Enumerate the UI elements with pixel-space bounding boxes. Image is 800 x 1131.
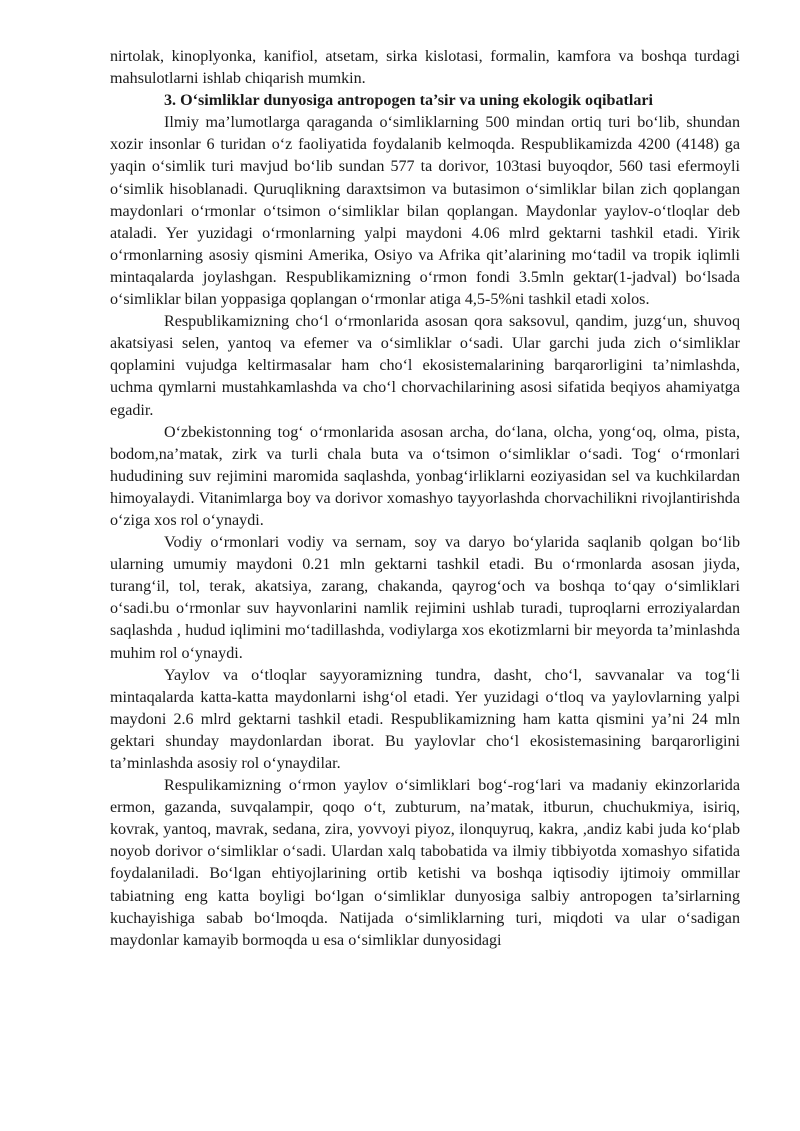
paragraph-pastures-meadows: Yaylov va o‘tloqlar sayyoramizning tundra, dasht, cho‘l, savvanalar va tog‘li mintaqalarda katta-katta maydonlarni ishg‘ol etadi. Yer yuzidagi o‘tloq va yaylovlarning yalpi maydoni 2.6 mlrd gektarni tashkil etadi. Respublikamizning ham katta qismini ya’ni 24 mln gektari shunday maydonlardan iborat. Bu yaylovlar cho‘l ekosistemasining barqarorligini ta’minlashda asosiy rol o‘ynaydilar. [110, 666, 740, 772]
section-heading: 3. O‘simliklar dunyosiga antropogen ta’sir va uning ekologik oqibatlari [164, 92, 654, 110]
paragraph-valley-forests: Vodiy o‘rmonlari vodiy va sernam, soy va daryo bo‘ylarida saqlanib qolgan bo‘lib ularning umumiy maydoni 0.21 mln gektarni tashkil etadi. Bu o‘rmonlarda asosan jiyda, turang‘il, tol, terak, akatsiya, zarang, chakanda, qayrog‘och va boshqa to‘qay o‘simliklari o‘sadi.bu o‘rmonlar suv hayvonlarini namlik rejimini ushlab turadi, tuproqlarni erroziyalardan saqlashda , hudud iqlimini mo‘tadillashda, vodiylarga xos ekotizmlarni bir meyorda ta’minlashda muhim rol o‘ynaydi. [110, 534, 740, 662]
intro-paragraph: nirtolak, kinoplyonka, kanifiol, atsetam, sirka kislotasi, formalin, kamfora va boshqa turdagi mahsulotlarni ishlab chiqarish mumkin. [110, 48, 740, 88]
paragraph-desert-forests: Respublikamizning cho‘l o‘rmonlarida asosan qora saksovul, qandim, juzg‘un, shuvoq akatsiyasi selen, yantoq va efemer va o‘simliklar o‘sadi. Ular garchi juda zich o‘simliklar qoplamini vujudga keltirmasalar ham cho‘l ekosistemalarining barqarorligini ta’nimlashda, uchma qymlarni mustahkamlashda va cho‘l chorvachilarining asosi sifatida beqiyos ahamiyatga egadir. [110, 313, 740, 419]
paragraph-overview: Ilmiy ma’lumotlarga qaraganda o‘simliklarning 500 mindan ortiq turi bo‘lib, shundan xozir insonlar 6 turidan o‘z faoliyatida foydalanib kelmoqda. Respublikamizda 4200 (4148) ga yaqin o‘simlik turi mavjud bo‘lib sundan 577 ta dorivor, 103tasi buyoqdor, 560 tasi efermoyli o‘simlik hisoblanadi. Quruqlikning daraxtsimon va butasimon o‘simliklar bilan zich qoplangan maydonlari o‘rmonlar o‘tsimon o‘simliklar bilan qoplangan. Maydonlar yaylov-o‘tloqlar deb ataladi. Yer yuzidagi o‘rmonlarning yalpi maydoni 4.06 mlrd gektarni tashkil etadi. Yirik o‘rmonlarning asosiy qismini Amerika, Osiyo va Afrika qit’alarining mo‘tadil va tropik iqlimli mintaqalarda joylashgan. Respublikamizning o‘rmon fondi 3.5mln gektar(1-jadval) bo‘lsada o‘simliklar bilan yoppasiga qoplangan o‘rmonlar atiga 4,5-5%ni tashkil etadi xolos. [110, 114, 740, 309]
paragraph-mountain-forests: O‘zbekistonning tog‘ o‘rmonlarida asosan archa, do‘lana, olcha, yong‘oq, olma, pista, bodom,na’matak, zirk va turli chala buta va o‘tsimon o‘simliklar o‘sadi. Tog‘ o‘rmonlari hududining suv rejimini maromida saqlashda, yonbag‘irliklarni eoziyasidan sel va kuchkilardan himoyalaydi. Vitanimlarga boy va dorivor xomashyo tayyorlashda chorvachilikni rivojlantirishda o‘ziga xos rol o‘ynaydi. [110, 423, 740, 529]
document-page [110, 46, 740, 952]
paragraph-medicinal-plants: Respulikamizning o‘rmon yaylov o‘simliklari bog‘-rog‘lari va madaniy ekinzorlarida ermon, gazanda, suvqalampir, qoqo o‘t, zubturum, na’matak, itburun, chuchukmiya, isiriq, kovrak, yantoq, mavrak, sedana, zira, yovvoyi piyoz, ilonquyruq, kakra, ,andiz kabi juda ko‘plab noyob dorivor o‘simliklar o‘sadi. Ulardan xalq tabobatida va ilmiy tibbiyotda xomashyo sifatida foydalaniladi. Bo‘lgan ehtiyojlarining ortib ketishi va boshqa iqtisodiy ijtimoiy ommillar tabiatning eng katta boyligi bo‘lgan o‘simliklar dunyosiga salbiy antropogen ta’sirlarning kuchayishiga sabab bo‘lmoqda. Natijada o‘simliklarning turi, miqdoti va ular o‘sadigan maydonlar kamayib bormoqda u esa o‘simliklar dunyosidagi [110, 777, 740, 949]
